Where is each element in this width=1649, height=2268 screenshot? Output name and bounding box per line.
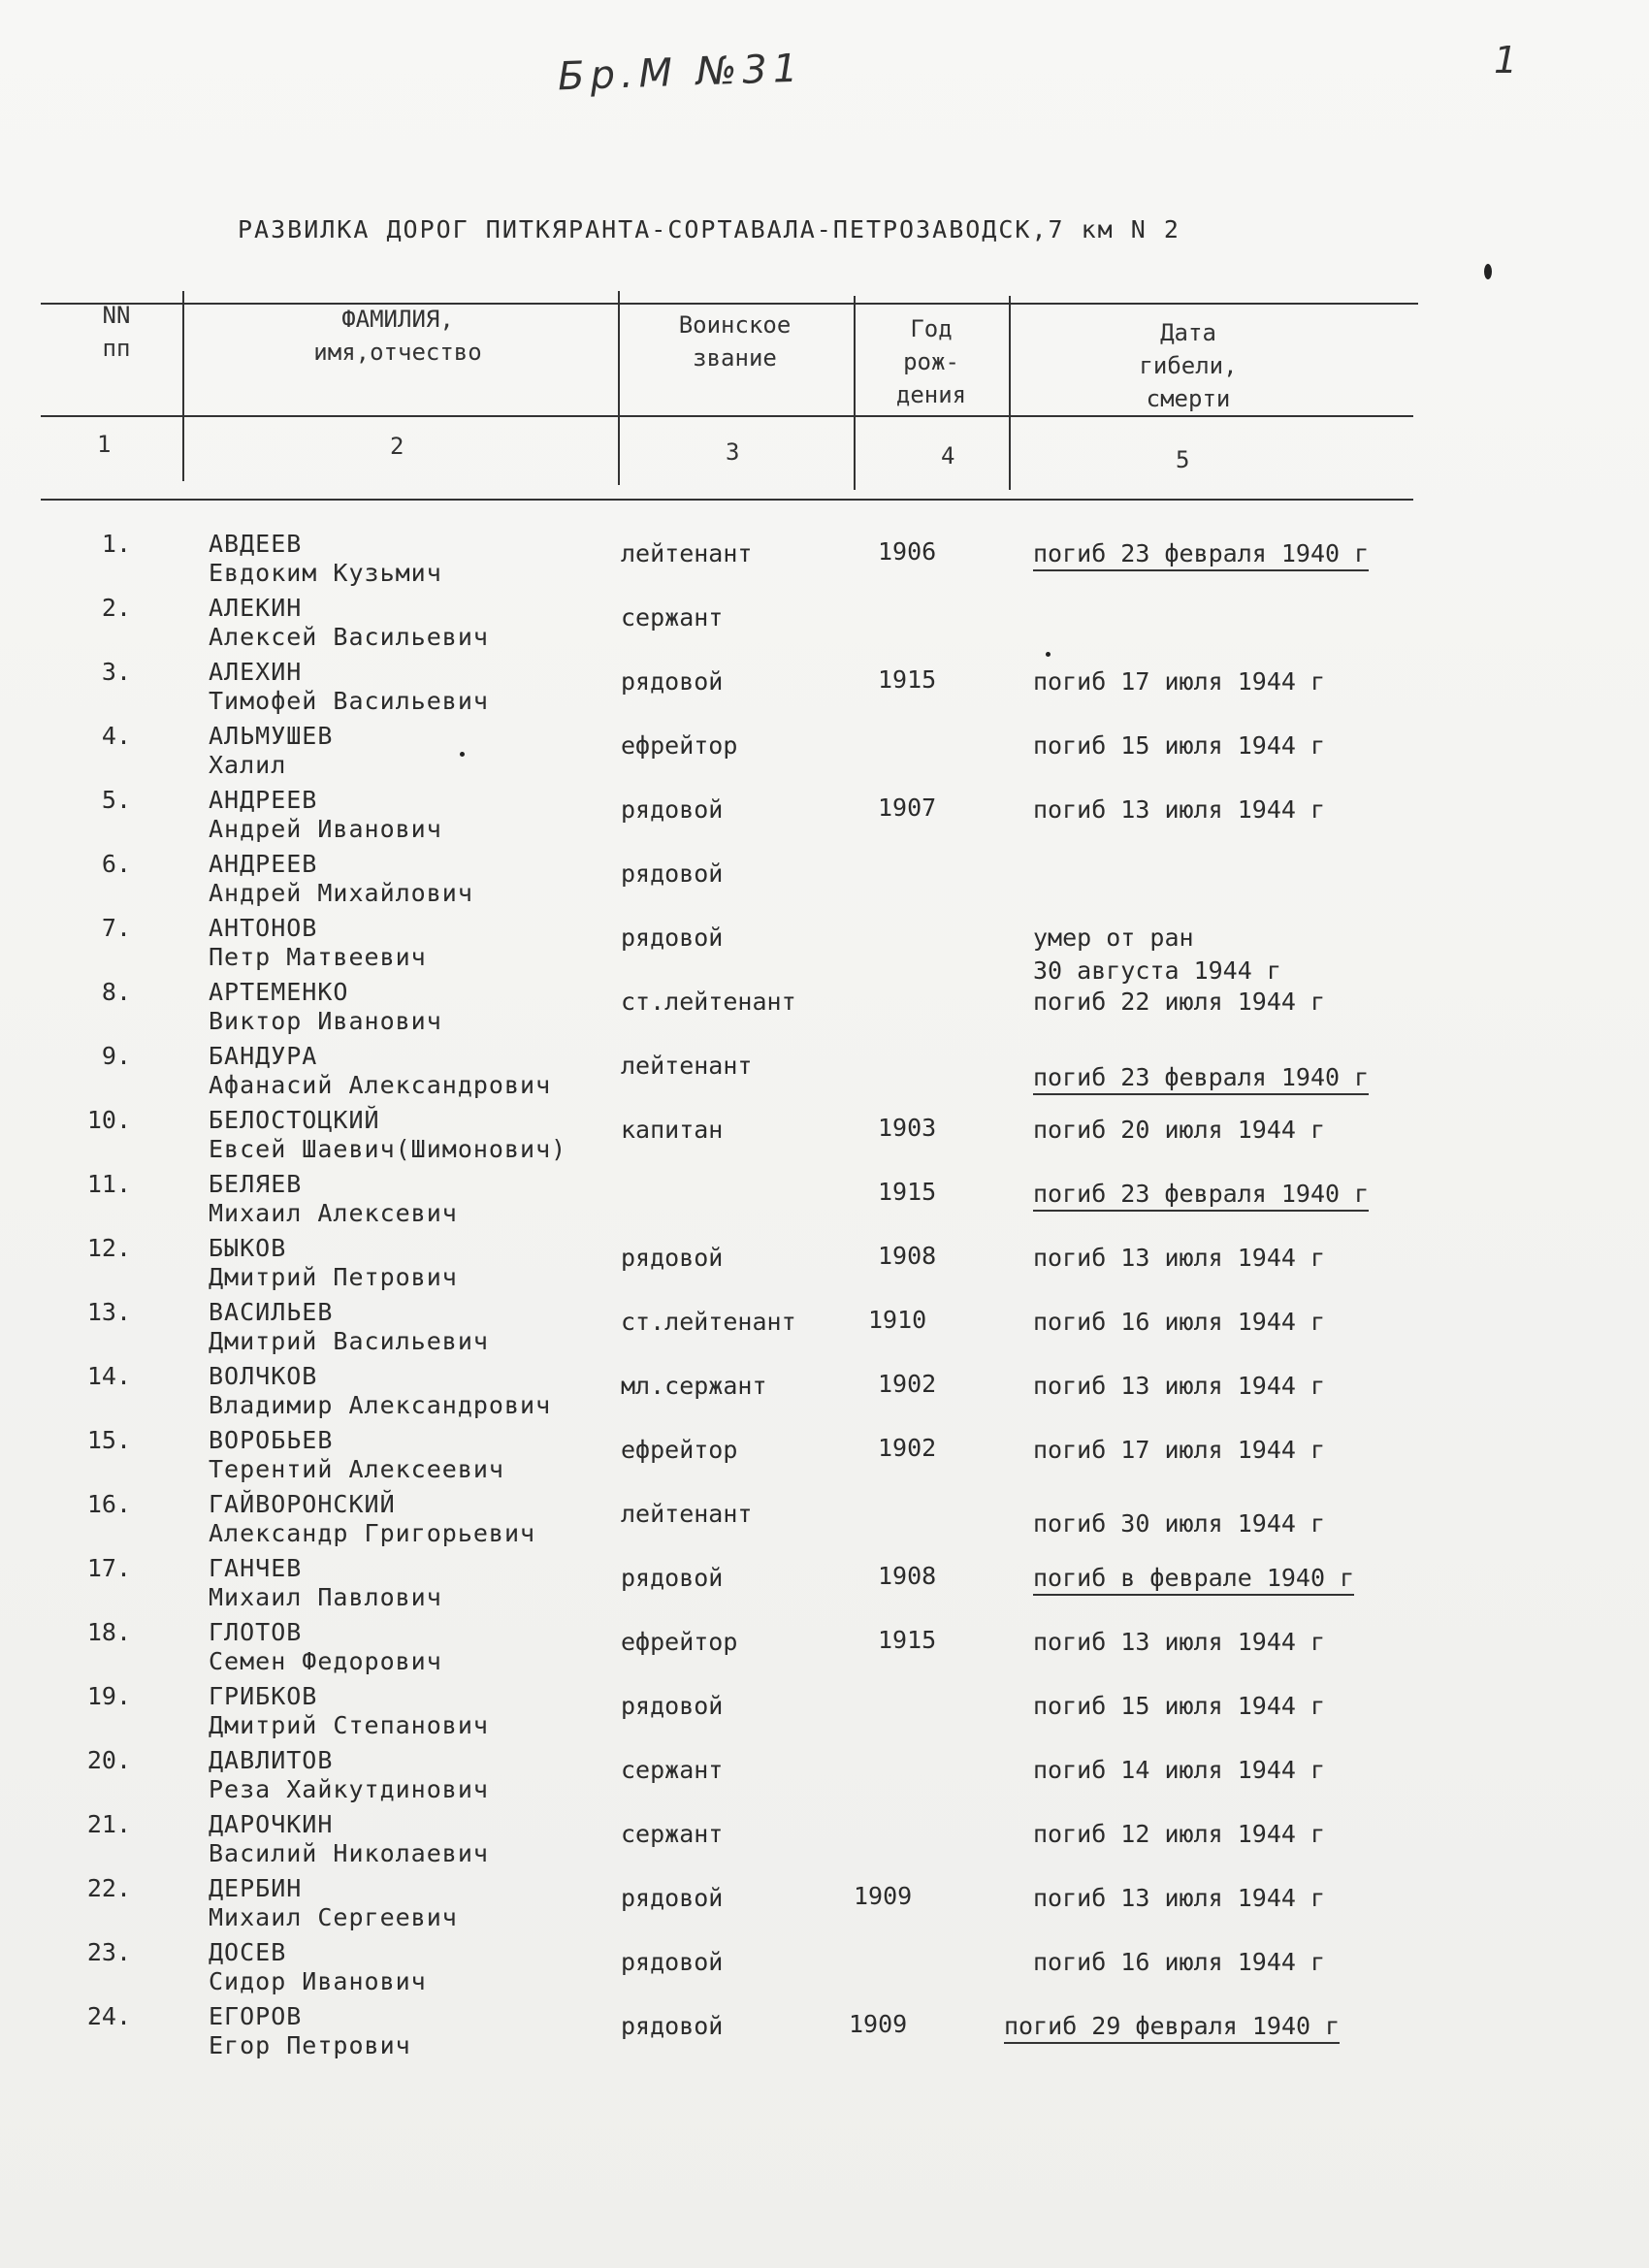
given-names: Семен Федорович [209,1647,442,1675]
military-rank: лейтенант [621,1500,753,1528]
death-date: умер от ран [1033,923,1194,952]
column-number: 3 [726,438,740,466]
document-title: РАЗВИЛКА ДОРОГ ПИТКЯРАНТА-СОРТАВАЛА-ПЕТРОЗАВОДСК,7 км N 2 [238,215,1180,243]
birth-year: 1902 [878,1434,937,1462]
death-date: погиб 13 июля 1944 г [1033,1372,1326,1400]
given-names: Виктор Иванович [209,1007,442,1035]
header-bottom-rule [41,499,1413,501]
table-row [0,1618,1649,1682]
row-number: 22. [86,1874,131,1902]
death-date: погиб 20 июля 1944 г [1033,1116,1326,1144]
death-date: погиб 14 июля 1944 г [1033,1756,1326,1784]
row-number: 6. [101,850,131,878]
birth-year: 1902 [878,1370,937,1398]
table-row [0,1682,1649,1746]
military-rank: рядовой [621,923,724,952]
surname: ВОЛЧКОВ [209,1362,318,1390]
row-number: 5. [101,786,131,814]
table-row [0,1554,1649,1618]
given-names: Михаил Павлович [209,1583,442,1611]
table-row [0,1106,1649,1170]
military-rank: рядовой [621,859,724,888]
header-middle-rule [41,415,1413,417]
military-rank: рядовой [621,667,724,696]
surname: АЛЕКИН [209,594,303,622]
table-row [0,594,1649,658]
death-date: погиб 13 июля 1944 г [1033,1628,1326,1656]
column-divider [182,291,184,481]
given-names: Тимофей Васильевич [209,687,489,715]
given-names: Михаил Сергеевич [209,1903,458,1931]
surname: ЕГОРОВ [209,2002,303,2030]
table-row [0,1042,1649,1106]
given-names: Алексей Васильевич [209,623,489,651]
birth-year: 1910 [868,1306,927,1334]
table-row [0,1170,1649,1234]
row-number: 23. [86,1938,131,1966]
row-number: 15. [86,1426,131,1454]
surname: БЫКОВ [209,1234,287,1262]
ink-smudge [1484,264,1492,279]
row-number: 18. [86,1618,131,1646]
birth-year: 1909 [849,2010,908,2038]
given-names: Сидор Иванович [209,1967,427,1995]
military-rank: капитан [621,1116,724,1144]
handwritten-reference: Бр.М №31 [557,46,805,100]
surname: БАНДУРА [209,1042,318,1070]
surname: АЛЕХИН [209,658,303,686]
military-rank: ефрейтор [621,731,738,760]
column-divider [1009,296,1011,490]
surname: ГАНЧЕВ [209,1554,303,1582]
row-number: 21. [86,1810,131,1838]
table-row [0,1746,1649,1810]
death-date: погиб 23 февраля 1940 г [1033,539,1369,571]
row-number: 9. [101,1042,131,1070]
column-number: 1 [97,431,112,458]
header-col-death-date: Дата гибели, смерти [1139,319,1238,412]
surname: АНДРЕЕВ [209,850,318,878]
death-date: погиб 12 июля 1944 г [1033,1820,1326,1848]
death-date: погиб 17 июля 1944 г [1033,1436,1326,1464]
table-row [0,1938,1649,2002]
row-number: 17. [86,1554,131,1582]
surname: ВОРОБЬЕВ [209,1426,334,1454]
birth-year: 1909 [854,1882,913,1910]
row-number: 7. [101,914,131,942]
ink-dot [1046,652,1051,657]
death-date: погиб 15 июля 1944 г [1033,1692,1326,1720]
surname: АНДРЕЕВ [209,786,318,814]
row-number: 12. [86,1234,131,1262]
death-date: погиб 17 июля 1944 г [1033,667,1326,696]
surname: БЕЛЯЕВ [209,1170,303,1198]
row-number: 2. [101,594,131,622]
table-row [0,914,1649,985]
surname: ВАСИЛЬЕВ [209,1298,334,1326]
column-number: 2 [390,433,404,460]
table-row [0,722,1649,786]
row-number: 24. [86,2002,131,2030]
military-rank: ефрейтор [621,1628,738,1656]
header-col-birth-year: Год рож- дения [895,315,967,408]
given-names: Петр Матвеевич [209,943,427,971]
table-row [0,1810,1649,1874]
table-row [0,2002,1649,2066]
military-rank: ефрейтор [621,1436,738,1464]
military-rank: сержант [621,603,724,632]
header-col-number: NN пп [102,302,131,362]
military-rank: ст.лейтенант [621,988,796,1016]
table-row [0,1874,1649,1938]
death-date: погиб 16 июля 1944 г [1033,1308,1326,1336]
death-date: погиб 13 июля 1944 г [1033,1884,1326,1912]
given-names: Александр Григорьевич [209,1519,536,1547]
birth-year: 1915 [878,1178,937,1206]
surname: ДАРОЧКИН [209,1810,334,1838]
row-number: 3. [101,658,131,686]
surname: ДАВЛИТОВ [209,1746,334,1774]
given-names: Евсей Шаевич(Шимонович) [209,1135,567,1163]
death-date-note: 30 августа 1944 г [1033,956,1281,985]
table-row [0,1234,1649,1298]
military-rank: рядовой [621,1692,724,1720]
given-names: Дмитрий Степанович [209,1711,489,1739]
death-date: погиб 29 февраля 1940 г [1004,2012,1340,2044]
row-number: 13. [86,1298,131,1326]
table-row [0,1298,1649,1362]
birth-year: 1908 [878,1242,937,1270]
surname: АВДЕЕВ [209,530,303,558]
surname: ГРИБКОВ [209,1682,318,1710]
death-date: погиб 23 февраля 1940 г [1033,1180,1369,1212]
table-row [0,978,1649,1042]
death-date: погиб 30 июля 1944 г [1033,1509,1326,1538]
surname: БЕЛОСТОЦКИЙ [209,1106,380,1134]
given-names: Евдоким Кузьмич [209,559,442,587]
military-rank: сержант [621,1756,724,1784]
row-number: 19. [86,1682,131,1710]
given-names: Владимир Александрович [209,1391,552,1419]
table-row [0,850,1649,914]
ink-dot [460,752,465,757]
death-date: погиб 22 июля 1944 г [1033,988,1326,1016]
military-rank: ст.лейтенант [621,1308,796,1336]
military-rank: рядовой [621,1244,724,1272]
birth-year: 1906 [878,537,937,566]
row-number: 20. [86,1746,131,1774]
surname: АРТЕМЕНКО [209,978,349,1006]
column-number: 4 [941,442,955,470]
birth-year: 1907 [878,794,937,822]
surname: АНТОНОВ [209,914,318,942]
military-rank: рядовой [621,1884,724,1912]
column-number: 5 [1176,446,1190,473]
military-rank: рядовой [621,1564,724,1592]
given-names: Андрей Иванович [209,815,442,843]
header-col-rank: Воинское звание [678,311,792,372]
handwritten-page-number: 1 [1494,39,1524,81]
table-row [0,1426,1649,1490]
table-row [0,530,1649,594]
death-date: погиб 13 июля 1944 г [1033,1244,1326,1272]
military-rank: рядовой [621,1948,724,1976]
surname: ГАЙВОРОНСКИЙ [209,1490,396,1518]
given-names: Андрей Михайлович [209,879,473,907]
table-row [0,658,1649,722]
given-names: Дмитрий Васильевич [209,1327,489,1355]
table-row [0,786,1649,850]
surname: ДЕРБИН [209,1874,303,1902]
row-number: 16. [86,1490,131,1518]
birth-year: 1908 [878,1562,937,1590]
surname: АЛЬМУШЕВ [209,722,334,750]
row-number: 14. [86,1362,131,1390]
row-number: 1. [101,530,131,558]
military-rank: мл.сержант [621,1372,767,1400]
column-divider [618,291,620,485]
death-date: погиб 13 июля 1944 г [1033,795,1326,824]
row-number: 4. [101,722,131,750]
given-names: Терентий Алексеевич [209,1455,504,1483]
military-rank: рядовой [621,795,724,824]
death-date: погиб 15 июля 1944 г [1033,731,1326,760]
given-names: Михаил Алексевич [209,1199,458,1227]
column-divider [854,296,856,490]
military-rank: рядовой [621,2012,724,2040]
given-names: Афанасий Александрович [209,1071,552,1099]
table-row [0,1490,1649,1554]
military-rank: лейтенант [621,539,753,567]
military-rank: лейтенант [621,1052,753,1080]
header-col-name: ФАМИЛИЯ, имя,отчество [313,306,482,366]
given-names: Егор Петрович [209,2031,411,2059]
row-number: 8. [101,978,131,1006]
given-names: Василий Николаевич [209,1839,489,1867]
given-names: Халил [209,751,287,779]
surname: ГЛОТОВ [209,1618,303,1646]
death-date: погиб 16 июля 1944 г [1033,1948,1326,1976]
military-rank: сержант [621,1820,724,1848]
birth-year: 1903 [878,1114,937,1142]
row-number: 11. [86,1170,131,1198]
table-row [0,1362,1649,1426]
death-date: погиб 23 февраля 1940 г [1033,1063,1369,1095]
row-number: 10. [86,1106,131,1134]
birth-year: 1915 [878,665,937,694]
death-date: погиб в феврале 1940 г [1033,1564,1354,1596]
given-names: Дмитрий Петрович [209,1263,458,1291]
birth-year: 1915 [878,1626,937,1654]
given-names: Реза Хайкутдинович [209,1775,489,1803]
surname: ДОСЕВ [209,1938,287,1966]
